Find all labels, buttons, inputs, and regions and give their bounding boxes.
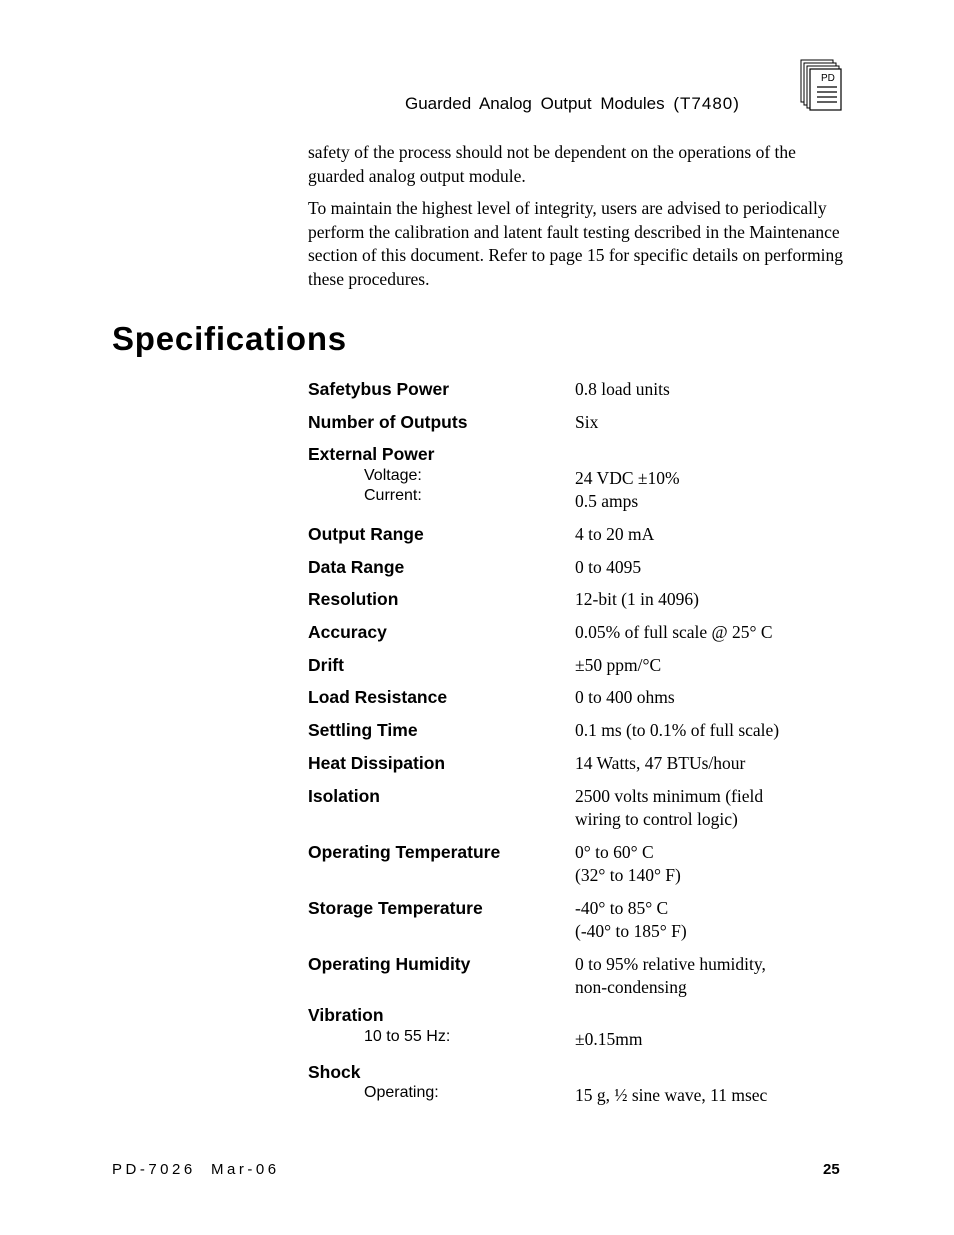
header-module-code: (T7480) xyxy=(673,94,740,113)
spec-value-vibration: ±0.15mm xyxy=(575,1029,643,1049)
spec-label-heat-dissipation: Heat Dissipation xyxy=(308,753,446,773)
spec-label-resolution: Resolution xyxy=(308,589,399,609)
intro-paragraph-2 xyxy=(308,197,848,291)
spec-label-safetybus-power: Safetybus Power xyxy=(308,379,450,399)
document-pages-icon xyxy=(800,59,842,111)
spec-value-safetybus-power: 0.8 load units xyxy=(575,379,670,399)
spec-sublabel-voltage: Voltage: xyxy=(364,467,422,484)
spec-label-data-range: Data Range xyxy=(308,557,405,577)
spec-label-drift: Drift xyxy=(308,655,344,675)
spec-value-isolation-line1: 2500 volts minimum (field xyxy=(575,786,764,806)
spec-value-voltage: 24 VDC ±10% xyxy=(575,468,680,488)
spec-value-number-of-outputs: Six xyxy=(575,412,599,432)
spec-label-accuracy: Accuracy xyxy=(308,622,387,642)
spec-value-operating-temperature-line1: 0° to 60° C xyxy=(575,842,654,862)
spec-value-storage-temperature-line2: (-40° to 185° F) xyxy=(575,921,687,941)
intro-text-1: safety of the process should not be dependent on the operations of the guarded analog output module. xyxy=(308,142,796,186)
logo-text: PD xyxy=(821,73,835,84)
spec-value-data-range: 0 to 4095 xyxy=(575,557,642,577)
spec-label-isolation: Isolation xyxy=(308,786,380,806)
spec-label-external-power: External Power xyxy=(308,444,435,464)
spec-value-operating-humidity-line2: non-condensing xyxy=(575,977,687,997)
spec-value-isolation-line2: wiring to control logic) xyxy=(575,809,738,829)
page-number: 25 xyxy=(823,1161,840,1178)
spec-sublabel-current: Current: xyxy=(364,487,422,504)
spec-label-shock: Shock xyxy=(308,1062,361,1082)
section-heading: Specifications xyxy=(112,320,347,357)
spec-value-current: 0.5 amps xyxy=(575,491,639,511)
spec-label-operating-temperature: Operating Temperature xyxy=(308,842,501,862)
spec-label-storage-temperature: Storage Temperature xyxy=(308,898,483,918)
spec-label-operating-humidity: Operating Humidity xyxy=(308,954,471,974)
spec-value-accuracy: 0.05% of full scale @ 25° C xyxy=(575,622,773,642)
spec-sublabel-shock-operating: Operating: xyxy=(364,1084,439,1101)
spec-label-settling-time: Settling Time xyxy=(308,720,418,740)
header-title: Guarded Analog Output Modules xyxy=(405,94,665,113)
spec-value-resolution: 12-bit (1 in 4096) xyxy=(575,589,699,609)
intro-text-2: To maintain the highest level of integrity, users are advised to periodically perform the calibration and latent fault testing described in the Maintenance section of this document. Refer to page 15 for specific details on performing these procedures. xyxy=(308,198,844,289)
spec-value-heat-dissipation: 14 Watts, 47 BTUs/hour xyxy=(575,753,746,773)
spec-value-shock: 15 g, ½ sine wave, 11 msec xyxy=(575,1085,768,1105)
spec-sublabel-vibration-frequency: 10 to 55 Hz: xyxy=(364,1028,451,1045)
spec-label-output-range: Output Range xyxy=(308,524,424,544)
spec-value-output-range: 4 to 20 mA xyxy=(575,524,655,544)
spec-value-storage-temperature-line1: -40° to 85° C xyxy=(575,898,669,918)
spec-value-load-resistance: 0 to 400 ohms xyxy=(575,687,675,707)
spec-label-load-resistance: Load Resistance xyxy=(308,687,448,707)
spec-label-vibration: Vibration xyxy=(308,1005,384,1025)
running-header xyxy=(405,94,740,114)
spec-label-number-of-outputs: Number of Outputs xyxy=(308,412,468,432)
spec-value-operating-humidity-line1: 0 to 95% relative humidity, xyxy=(575,954,766,974)
spec-value-operating-temperature-line2: (32° to 140° F) xyxy=(575,865,681,885)
spec-value-drift: ±50 ppm/°C xyxy=(575,655,662,675)
spec-value-settling-time: 0.1 ms (to 0.1% of full scale) xyxy=(575,720,780,740)
footer-document-id: PD-7026 Mar-06 xyxy=(112,1161,280,1178)
intro-paragraph-1 xyxy=(308,141,848,188)
